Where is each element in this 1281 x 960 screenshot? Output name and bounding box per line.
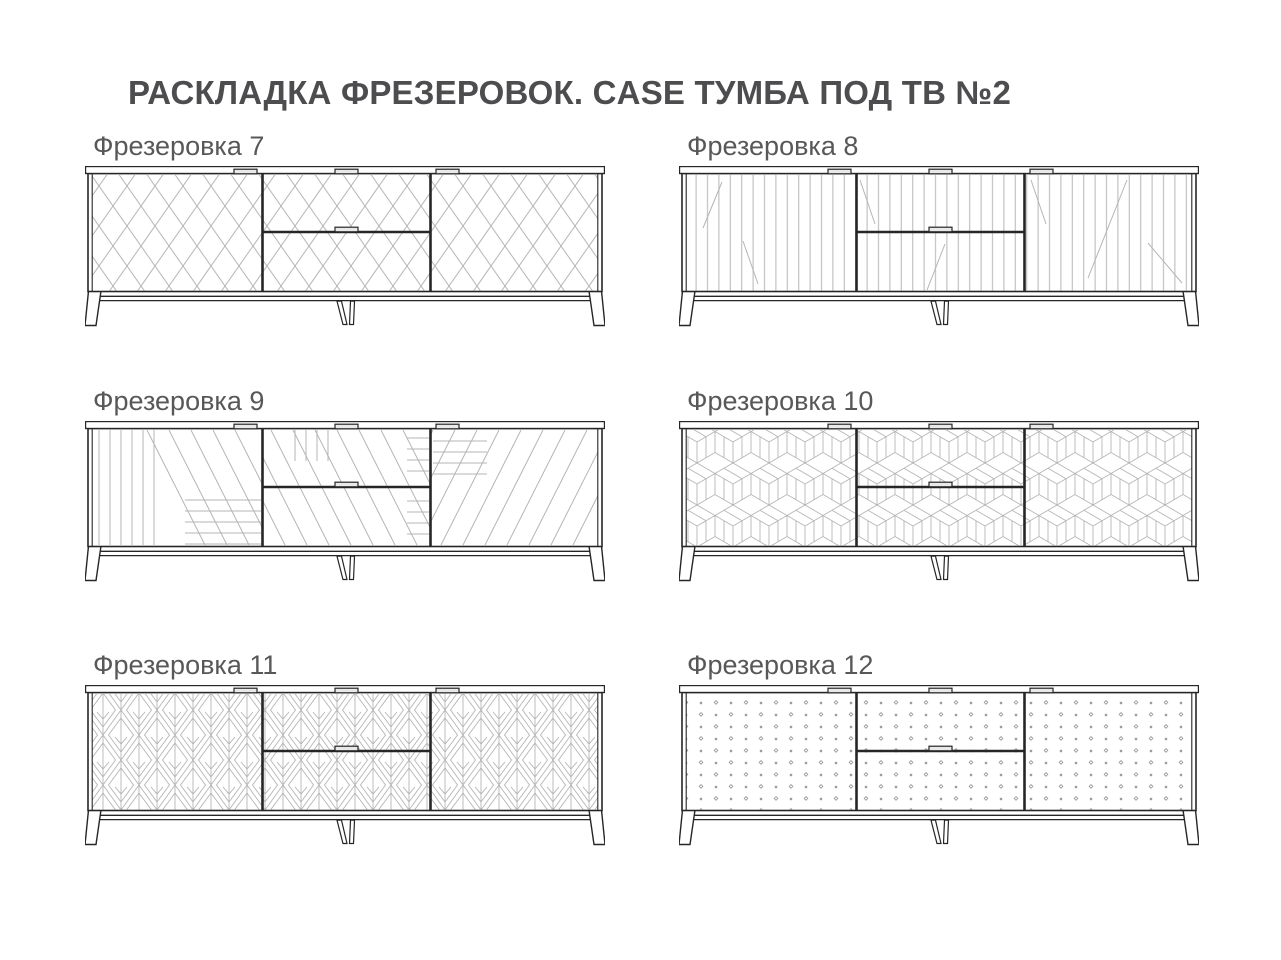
cabinet-label-12: Фрезеровка 12 (687, 650, 874, 680)
cabinet-label-10: Фрезеровка 10 (687, 386, 874, 416)
cabinet-12 (679, 645, 1201, 847)
cabinet-drawing-11 (85, 685, 605, 847)
cabinet-label-11: Фрезеровка 11 (93, 650, 278, 680)
cabinet-11 (85, 645, 607, 847)
cabinet-drawing-12 (679, 685, 1199, 847)
cabinet-7 (85, 126, 607, 328)
cabinet-drawing-9 (85, 421, 605, 583)
cabinet-label-9: Фрезеровка 9 (93, 386, 265, 416)
cabinet-drawing-10 (679, 421, 1199, 583)
cabinet-label-8: Фрезеровка 8 (687, 131, 859, 161)
cabinet-9 (85, 381, 607, 583)
page-title: РАСКЛАДКА ФРЕЗЕРОВОК. CASE ТУМБА ПОД ТВ №2 (128, 74, 1012, 111)
cabinet-label-7: Фрезеровка 7 (93, 131, 265, 161)
cabinet-10 (679, 381, 1201, 583)
cabinet-8 (679, 126, 1201, 328)
cabinet-drawing-7 (85, 166, 605, 328)
cabinet-drawing-8 (679, 166, 1199, 328)
